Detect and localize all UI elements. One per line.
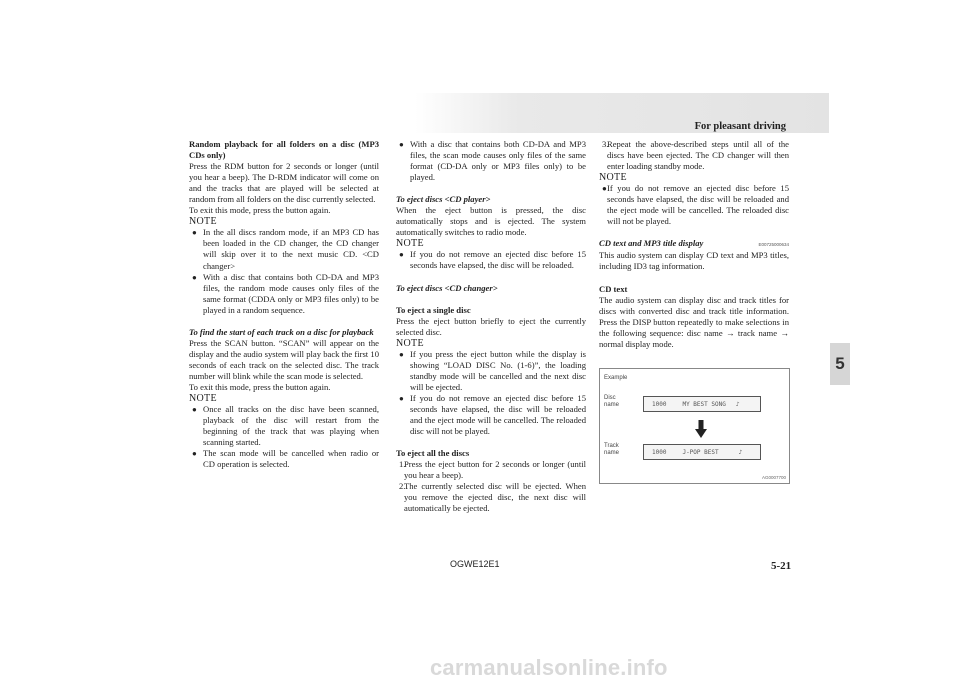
figure-label-example: Example [604,375,628,381]
figure-label-track: Track name [604,443,620,456]
lcd-disc-name: 1000 MY BEST SONG ♪ [643,396,761,412]
step-3: 3. Repeat the above-described steps until all of the discs have been ejected. The CD changer will then enter loading standby mode. [602,139,789,172]
note-label: NOTE [396,337,424,349]
note-bullet: ● The scan mode will be cancelled when radio or CD operation is selected. [189,448,379,470]
heading-scan: To find the start of each track on a disc for playback [189,326,374,337]
footer-code: OGWE12E1 [450,559,500,569]
page-number: 5-21 [771,560,792,572]
figure-code: AG0007700 [761,475,786,480]
heading-cd-text: CD text [599,283,628,294]
note-bullet: ● With a disc that contains both CD-DA and MP3 files, the random mode causes only files of the same format (CDDA only or MP3 files only) to be played in a random sequence. [189,272,379,316]
column-3 [599,139,789,350]
paragraph: The audio system can display disc and track titles for discs with converted disc and track title information. Press the DISP button repeatedly to make selections in the following sequence: disc name → track name → normal display mode. [599,294,789,349]
heading-cd-text-title: CD text and MP3 title display [599,238,704,249]
note-bullet: ● In the all discs random mode, if an MP3 CD has been loaded in the CD changer, the CD changer will skip over it to the next music CD. <CD changer> [189,227,379,271]
column-2 [396,139,586,514]
note-bullet: ● If you press the eject button while the display is showing “LOAD DISC No. (1-6)”, the loading standby mode will be cancelled and the next disc will be ejected. [396,349,586,393]
display-example-figure [599,368,790,484]
step-1: 1. Press the eject button for 2 seconds or longer (until you hear a beep). [399,459,586,481]
note-label: NOTE [396,238,424,250]
lcd-track-name: 1000 J-POP BEST ♪ [643,444,761,460]
step-2: 2. The currently selected disc will be ejected. When you remove the ejected disc, the next disc will automatically be ejected. [399,481,586,514]
note-label: NOTE [599,172,627,184]
section-title: For pleasant driving [694,121,786,132]
paragraph: To exit this mode, press the button again. [189,381,331,392]
column-1 [189,139,379,470]
section-code: E00725000634 [758,242,789,248]
watermark: carmanualsonline.info [430,655,668,680]
down-arrow-icon [695,420,707,438]
paragraph: When the eject button is pressed, the disc automatically stops and is ejected. The system automatically switches to radio mode. [396,205,586,238]
paragraph: Press the eject button briefly to eject the currently selected disc. [396,315,586,337]
note-label: NOTE [189,216,217,228]
paragraph: To exit this mode, press the button again. [189,205,331,216]
heading-row-cd-text [599,238,789,250]
heading-eject-all: To eject all the discs [396,448,470,459]
note-bullet: ● Once all tracks on the disc have been scanned, playback of the disc will restart from the beginning of the track that was playing when scanning started. [189,404,379,448]
chapter-tab: 5 [830,343,850,385]
note-bullet: ● If you do not remove an ejected disc before 15 seconds have elapsed, the disc will be reloaded and the eject mode will be cancelled. The reloaded disc will not be played. [599,183,789,227]
note-label: NOTE [189,393,217,405]
paragraph: This audio system can display CD text and MP3 titles, including ID3 tag information. [599,250,789,272]
heading-eject-single: To eject a single disc [396,304,471,315]
note-bullet: ● If you do not remove an ejected disc before 15 seconds have elapsed, the disc will be reloaded and the eject mode will be cancelled. The reloaded disc will not be played. [396,393,586,437]
paragraph: Press the RDM button for 2 seconds or longer (until you hear a beep). The D-RDM indicator will come on and the tracks that are played will be selected at random from all folders on the disc currently selected. [189,161,379,205]
heading-eject-cd-player: To eject discs <CD player> [396,194,491,205]
note-bullet: ● If you do not remove an ejected disc before 15 seconds have elapsed, the disc will be reloaded. [396,249,586,271]
heading-eject-cd-changer: To eject discs <CD changer> [396,282,498,293]
heading-random-playback: Random playback for all folders on a disc (MP3 CDs only) [189,139,379,161]
figure-label-disc: Disc name [604,395,620,408]
note-bullet: ● With a disc that contains both CD-DA and MP3 files, the scan mode causes only files of the same format (CD-DA only or MP3 files only) to be played. [396,139,586,183]
paragraph: Press the SCAN button. “SCAN” will appear on the display and the audio system will play back the first 10 seconds of each track on the selected disc. The track number will blink while the scan mode is selected. [189,337,379,381]
